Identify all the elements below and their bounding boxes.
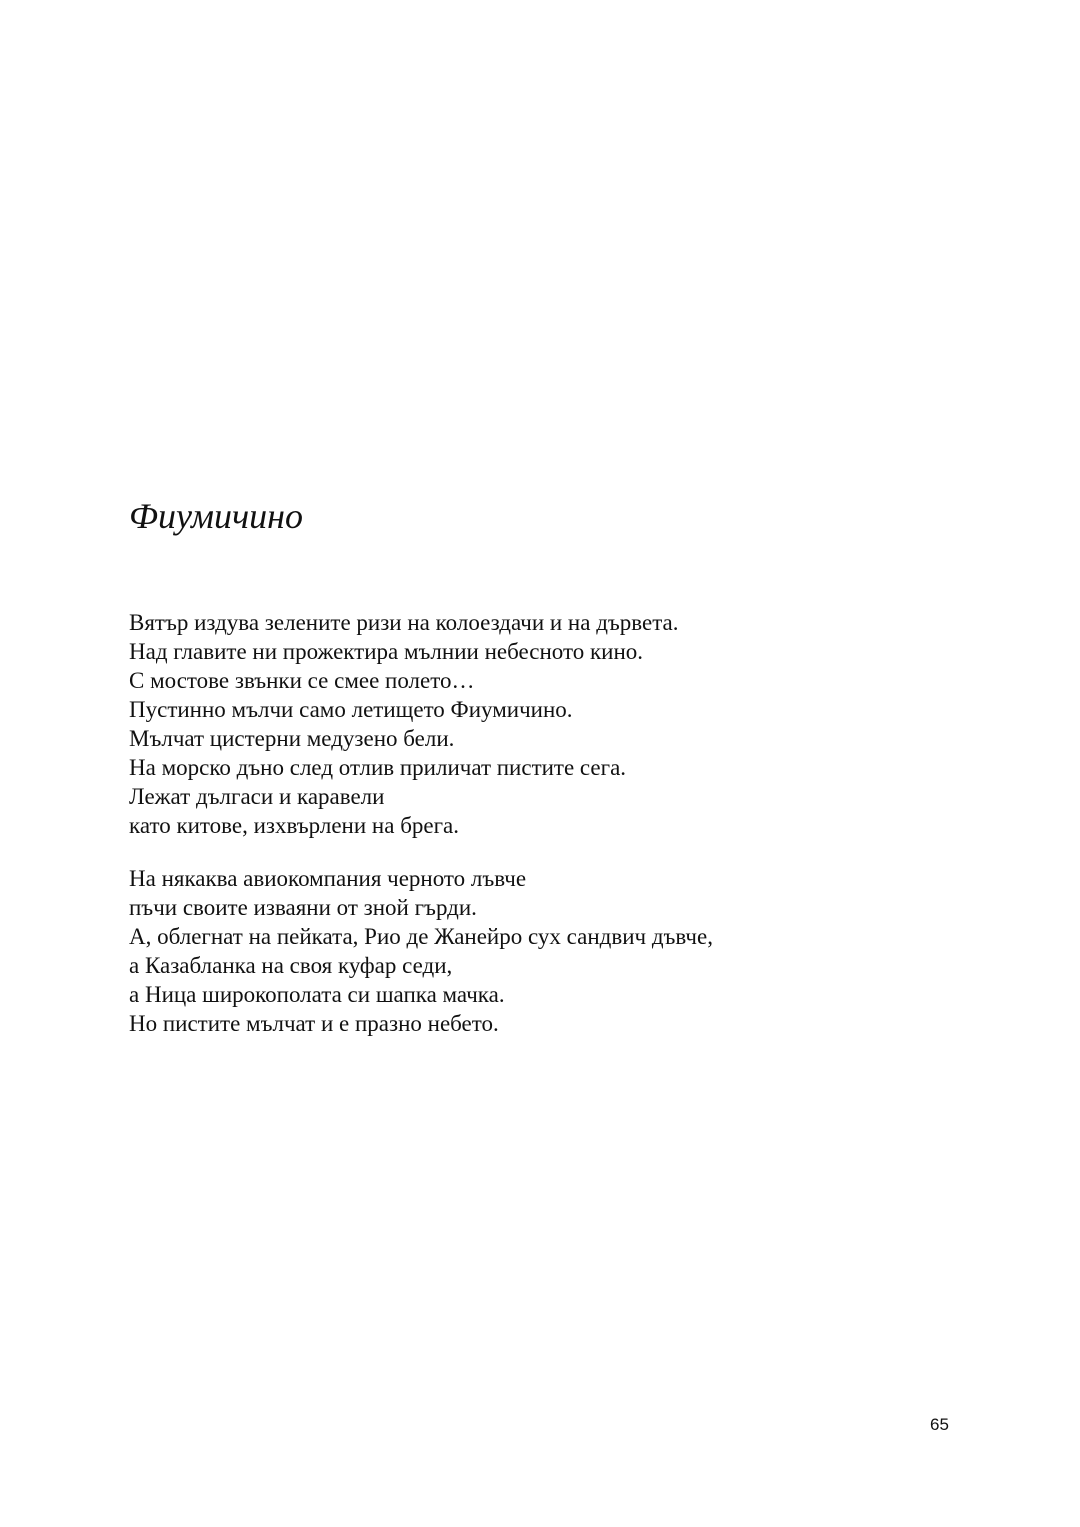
poem-line: Над главите ни прожектира мълнии небесното кино. bbox=[129, 639, 644, 664]
stanza-2 bbox=[129, 864, 713, 1038]
poem-title: Фиумичино bbox=[129, 496, 304, 536]
poem-line: Пустинно мълчи само летището Фиумичино. bbox=[129, 697, 573, 722]
poem-line: На морско дъно след отлив приличат пистите сега. bbox=[129, 755, 627, 780]
poem-line: А, облегнат на пейката, Рио де Жанейро сух сандвич дъвче, bbox=[129, 924, 713, 949]
poem-line: Лежат дългаси и каравели bbox=[129, 784, 385, 809]
poem-line: На някаква авиокомпания черното лъвче bbox=[129, 866, 527, 891]
poem-line: като китове, изхвърлени на брега. bbox=[129, 813, 459, 838]
page-number: 65 bbox=[930, 1415, 949, 1434]
stanza-1 bbox=[129, 608, 679, 840]
poem-line: а Казабланка на своя куфар седи, bbox=[129, 953, 453, 978]
poem-line: С мостове звънки се смее полето… bbox=[129, 668, 475, 693]
poem-line: Но пистите мълчат и е празно небето. bbox=[129, 1011, 499, 1036]
poem-line: пъчи своите изваяни от зной гърди. bbox=[129, 895, 477, 920]
poem-line: Мълчат цистерни медузено бели. bbox=[129, 726, 455, 751]
poem-line: а Ница широкополата си шапка мачка. bbox=[129, 982, 505, 1007]
poem-line: Вятър издува зелените ризи на колоездачи и на дървета. bbox=[129, 610, 679, 635]
